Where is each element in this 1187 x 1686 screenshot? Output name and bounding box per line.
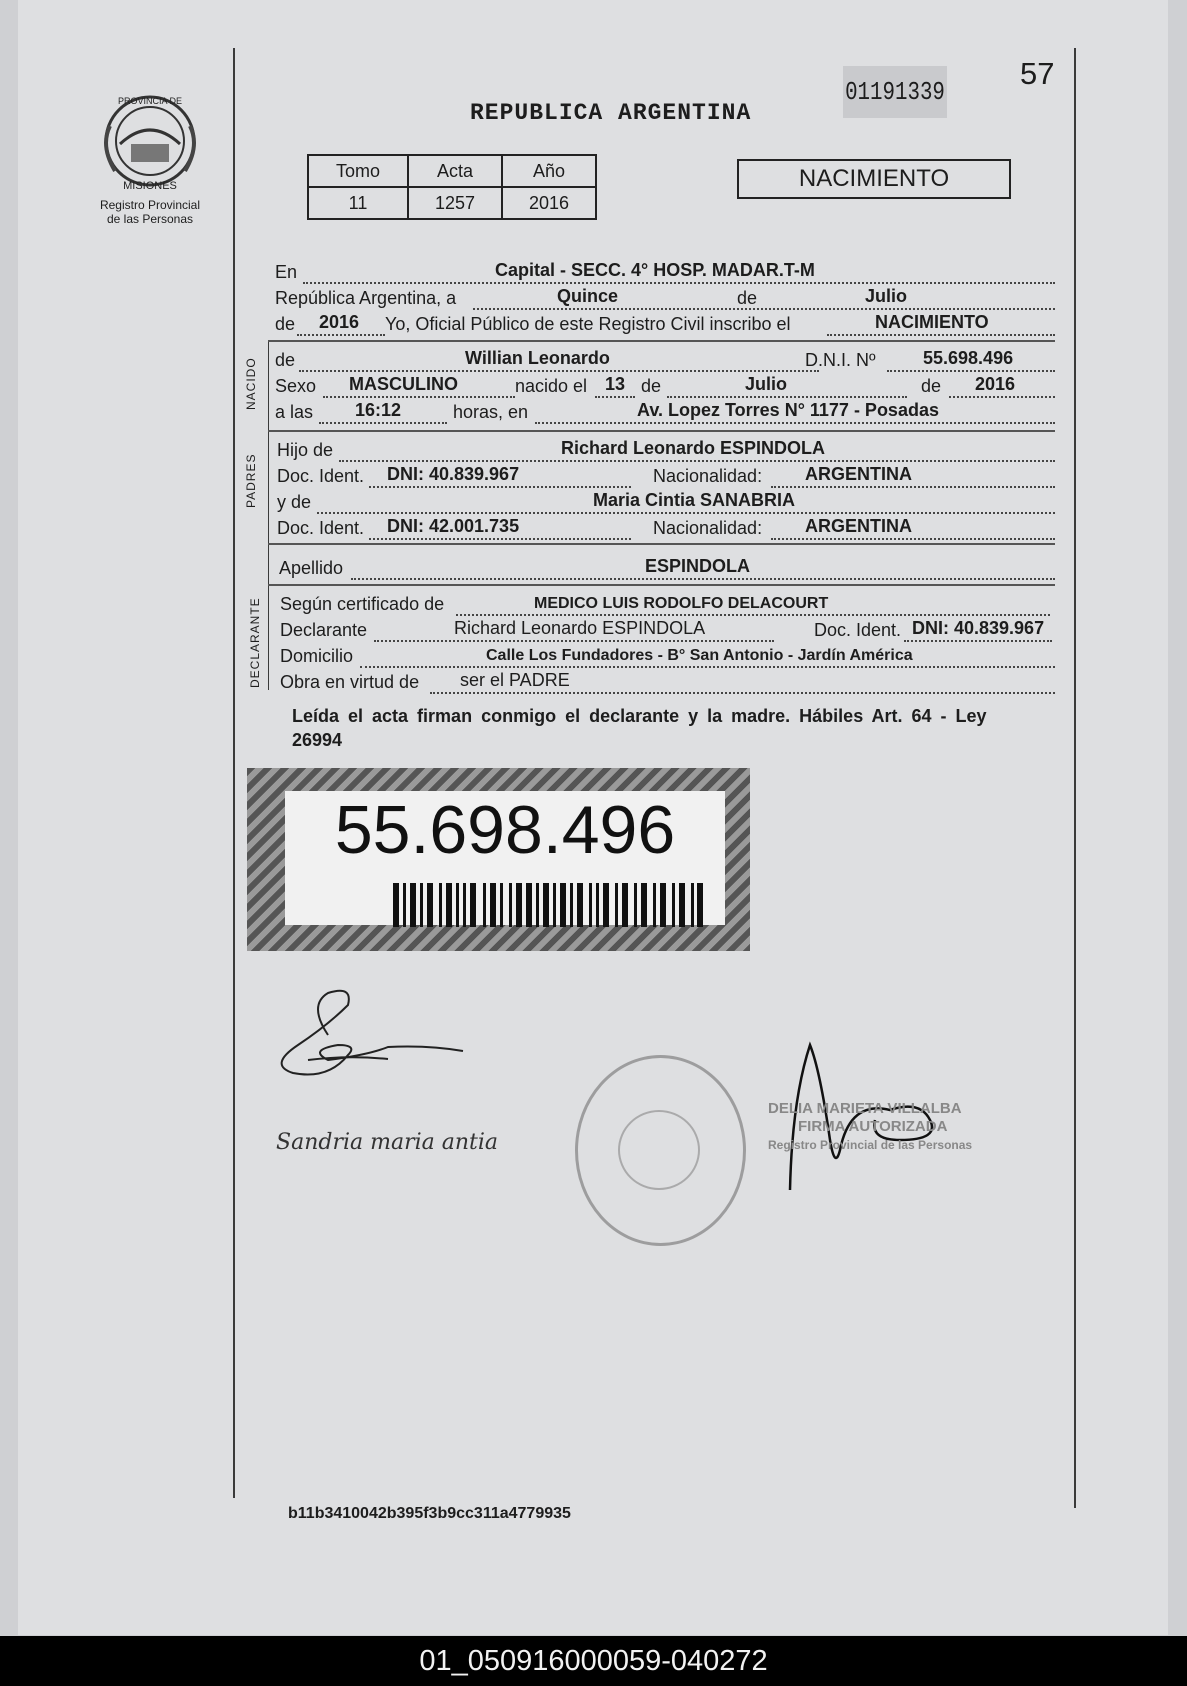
domicilio-value: Calle Los Fundadores - B° San Antonio - Jardín América <box>486 647 913 664</box>
row-declarante <box>280 616 1052 642</box>
row-name <box>275 346 1055 372</box>
acta-header: Acta <box>408 155 502 187</box>
page-number: 57 <box>1020 56 1055 91</box>
mother-signature <box>268 985 478 1095</box>
yde-label: y de <box>277 492 312 512</box>
separator <box>268 543 1055 545</box>
inscribo-label: Yo, Oficial Público de este Registro Civil inscribo el <box>385 314 791 334</box>
mother-signature-name: Sandria maria antia <box>276 1130 499 1155</box>
row-obra <box>280 668 1055 694</box>
nationality-label: Nacionalidad: <box>653 466 763 486</box>
dni-label: D.N.I. Nº <box>805 350 876 370</box>
sexo-label: Sexo <box>275 376 317 396</box>
row-date <box>275 284 1055 310</box>
separator <box>268 584 1055 586</box>
certificate-value: MEDICO LUIS RODOLFO DELACOURT <box>534 595 829 612</box>
apellido-label: Apellido <box>279 558 344 578</box>
alas-label: a las <box>275 402 314 422</box>
birth-day-value: 13 <box>605 374 626 394</box>
document-type-box: NACIMIENTO <box>737 159 1011 199</box>
nacido-section-label: NACIDO <box>244 357 258 410</box>
record-reference-table <box>307 154 597 220</box>
registry-seal-stamp <box>575 1055 746 1246</box>
row-time-place <box>275 398 1055 424</box>
document-hash: b11b3410042b395f3b9cc311a4779935 <box>288 1505 571 1522</box>
row-domicilio <box>280 642 1055 668</box>
birth-year-value: 2016 <box>975 374 1016 394</box>
child-name-value: Willian Leonardo <box>465 348 610 368</box>
child-dni-value: 55.698.496 <box>923 348 1014 368</box>
row-certificate <box>280 590 1050 616</box>
official-name: DELIA MARIETA VILLALBA <box>768 1100 962 1117</box>
de-label: de <box>641 376 662 396</box>
father-nationality-value: ARGENTINA <box>805 464 912 484</box>
separator <box>268 340 1055 342</box>
obra-label: Obra en virtud de <box>280 672 420 692</box>
nacido-label: nacido el <box>515 376 588 396</box>
sticker-number: 55.698.496 <box>334 792 676 868</box>
sticker-label <box>285 791 725 925</box>
day-value: Quince <box>557 286 619 306</box>
page-title: REPUBLICA ARGENTINA <box>470 100 752 126</box>
place-value: Capital - SECC. 4° HOSP. MADAR.T-M <box>495 260 815 280</box>
republica-label: República Argentina, a <box>275 288 457 308</box>
emblem-top-text: PROVINCIA DE <box>117 96 183 106</box>
province-emblem <box>95 86 205 196</box>
right-margin-line <box>1074 48 1076 1508</box>
declarante-section-label: DECLARANTE <box>248 597 262 688</box>
mother-name-value: Maria Cintia SANABRIA <box>593 490 796 510</box>
row-father-doc <box>277 462 1055 488</box>
father-name-value: Richard Leonardo ESPINDOLA <box>561 438 826 458</box>
surname-value: ESPINDOLA <box>645 556 751 576</box>
official-name-stamp <box>768 1100 1008 1154</box>
dni-sticker <box>247 768 750 951</box>
de2-label: de <box>275 314 296 334</box>
horas-label: horas, en <box>453 402 529 422</box>
doc-label: Doc. Ident. <box>277 518 365 538</box>
en-label: En <box>275 262 298 282</box>
tomo-header: Tomo <box>308 155 408 187</box>
de-label: de <box>737 288 758 308</box>
ano-header: Año <box>502 155 596 187</box>
barcode-icon <box>393 883 703 927</box>
sex-value: MASCULINO <box>349 374 458 394</box>
doc-label: Doc. Ident. <box>277 466 365 486</box>
padres-section-label: PADRES <box>244 453 258 508</box>
registry-label <box>80 198 220 226</box>
tomo-value: 11 <box>308 187 408 219</box>
birth-time-value: 16:12 <box>355 400 402 420</box>
acta-value: 1257 <box>408 187 502 219</box>
registry-label-line2: de las Personas <box>106 212 194 226</box>
emblem-bottom-text: MISIONES <box>123 180 177 192</box>
month-value: Julio <box>865 286 908 306</box>
separator <box>268 430 1055 432</box>
de-label: de <box>921 376 942 396</box>
hijo-label: Hijo de <box>277 440 334 460</box>
event-value: NACIMIENTO <box>875 312 989 332</box>
declarante-label: Declarante <box>280 620 368 640</box>
father-doc-value: DNI: 40.839.967 <box>387 464 520 484</box>
declarante-doc-value: DNI: 40.839.967 <box>912 618 1045 638</box>
serial-number: 01191339 <box>843 66 947 118</box>
domicilio-label: Domicilio <box>280 646 354 666</box>
declarante-name-value: Richard Leonardo ESPINDOLA <box>454 618 706 638</box>
row-event <box>275 310 1055 336</box>
row-father <box>277 436 1055 462</box>
row-mother-doc <box>277 514 1055 540</box>
ano-value: 2016 <box>502 187 596 219</box>
row-mother <box>277 488 1055 514</box>
row-surname <box>279 554 1055 580</box>
seal-emblem <box>618 1110 700 1190</box>
mother-nationality-value: ARGENTINA <box>805 516 912 536</box>
row-sex-birthdate <box>275 372 1055 398</box>
row-place <box>275 258 1055 284</box>
section-margin-line <box>268 340 269 690</box>
birth-place-value: Av. Lopez Torres N° 1177 - Posadas <box>637 400 939 420</box>
obra-value: ser el PADRE <box>460 670 570 690</box>
year-value: 2016 <box>319 312 360 332</box>
nationality-label: Nacionalidad: <box>653 518 763 538</box>
doc-label: Doc. Ident. <box>814 620 902 640</box>
closing-text: Leída el acta firman conmigo el declarante y la madre. Hábiles Art. 64 - Ley 26994 <box>292 706 987 750</box>
footer-code: 01_050916000059-040272 <box>0 1636 1187 1686</box>
cert-label: Según certificado de <box>280 594 445 614</box>
registry-label-line1: Registro Provincial <box>99 198 201 212</box>
mother-doc-value: DNI: 42.001.735 <box>387 516 520 536</box>
birth-month-value: Julio <box>745 374 788 394</box>
left-margin-line <box>233 48 235 1498</box>
official-registry: Registro Provincial de las Personas <box>768 1138 973 1152</box>
official-role: FIRMA AUTORIZADA <box>798 1118 948 1135</box>
de-label: de <box>275 350 296 370</box>
